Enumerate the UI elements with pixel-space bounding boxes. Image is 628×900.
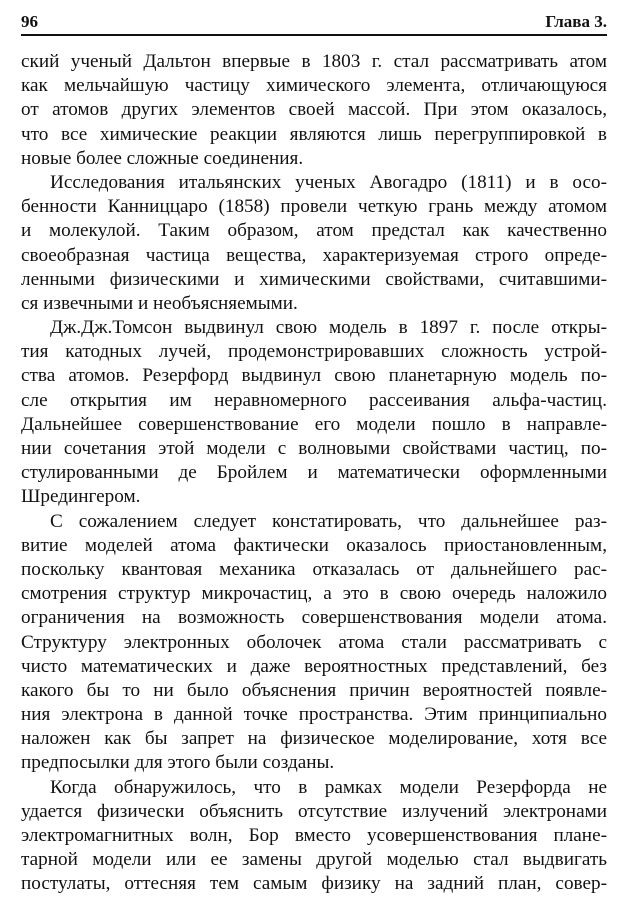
text-line: смотрения структур микрочастиц, а это в свою очередь наложило: [21, 583, 607, 605]
text-line: сле открытия им неравномерного рассеивания альфа-частиц.: [21, 389, 607, 411]
text-line: новые более сложные соединения.: [21, 147, 304, 169]
paragraph: [21, 510, 607, 776]
text-line: от атомов других элементов своей массой. При этом оказалось,: [21, 99, 607, 121]
text-line: электромагнитных волн, Бор вместо усовершенствования плане-: [21, 825, 607, 846]
text-line: нии сочетания этой модели с волновыми свойствами частиц, по-: [21, 438, 607, 459]
text-line: ства атомов. Резерфорд выдвинул свою планетарную модель по-: [21, 365, 607, 387]
text-line: как мельчайшую частицу химического элемента, отличающуюся: [21, 75, 607, 97]
body-text: [21, 50, 607, 897]
chapter-label: Глава 3.: [545, 12, 607, 31]
text-line: чисто математических и даже вероятностных представлений, без: [21, 655, 607, 677]
text-line: ленными физическими и химическими свойствами, считавшими-: [21, 268, 607, 290]
text-line: Дж.Дж.Томсон выдвинул свою модель в 1897 г. после откры-: [50, 317, 607, 339]
text-line: и молекулой. Таким образом, атом предстал как качественно: [21, 220, 607, 242]
text-line: наложен как бы запрет на физическое моделирование, хотя все: [21, 728, 607, 750]
paragraph: [21, 776, 607, 897]
page-number: 96: [21, 12, 38, 31]
text-line: тия катодных лучей, продемонстрировавших сложность устрой-: [21, 341, 607, 363]
paragraph: [21, 171, 607, 316]
text-line: С сожалением следует констатировать, что дальнейшее раз-: [50, 510, 607, 532]
text-line: Шредингером.: [21, 486, 141, 508]
text-line: Исследования итальянских ученых Авогадро (1811) и в осо-: [50, 171, 607, 193]
text-line: бенности Канниццаро (1858) провели четкую грань между атомом: [21, 196, 607, 218]
text-line: что все химические реакции являются лишь перегруппировкой в: [21, 123, 607, 145]
text-line: тарной модели или ее замены другой моделью стал выдвигать: [21, 849, 607, 871]
text-line: постулаты, оттесняя тем самым физику на задний план, совер-: [21, 873, 607, 895]
text-line: Когда обнаружилось, что в рамках модели Резерфорда не: [50, 776, 607, 798]
paragraph: [21, 50, 607, 171]
text-line: поскольку квантовая механика отказалась от дальнейшего рас-: [21, 558, 607, 580]
running-header: [21, 8, 607, 36]
text-line: какого бы то ни было объяснения причин вероятностей появле-: [21, 679, 607, 701]
text-line: стулированными де Бройлем и математически оформленными: [21, 462, 607, 484]
text-line: своеобразная частица вещества, характеризуемая строго опреде-: [21, 244, 607, 266]
text-line: Структуру электронных оболочек атома стали рассматривать с: [21, 631, 607, 653]
text-line: ский ученый Дальтон впервые в 1803 г. стал рассматривать атом: [21, 51, 607, 72]
text-line: ния электрона в данной точке пространства. Этим принципиально: [21, 704, 607, 726]
text-line: предпосылки для этого были созданы.: [21, 752, 335, 774]
text-line: ограничения на возможность совершенствования модели атома.: [21, 607, 607, 629]
text-line: витие моделей атома фактически оказалось приостановленным,: [21, 534, 607, 556]
text-line: ся извечными и необъясняемыми.: [21, 292, 298, 314]
paragraph: [21, 316, 607, 510]
text-line: Дальнейшее совершенствование его модели пошло в направле-: [21, 413, 607, 435]
text-line: удается физически объяснить отсутствие излучений электронами: [21, 800, 607, 822]
